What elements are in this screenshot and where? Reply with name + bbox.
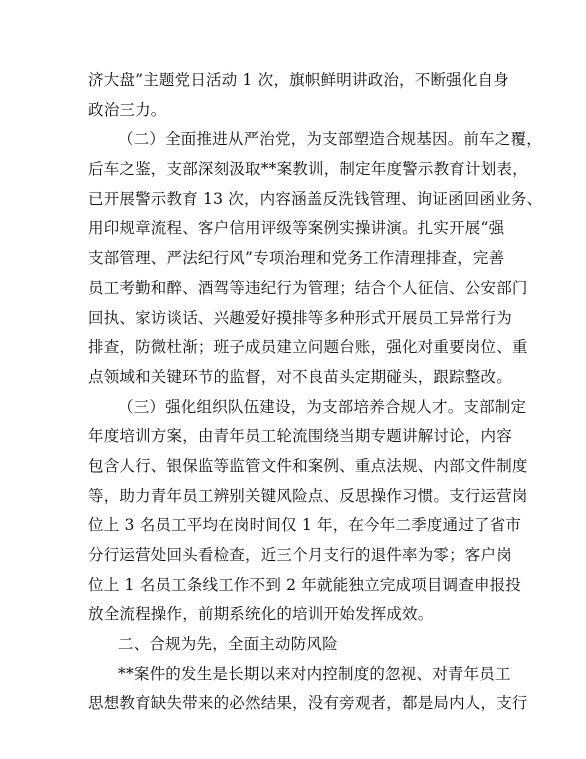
document-page (88, 66, 543, 719)
section-paragraph-start: （二）全面推进从严治党，为支部塑造合规基因。前车之覆， (118, 130, 542, 149)
text-line: 已开展警示教育 13 次，内容涵盖反洗钱管理、询证函回函业务、 (88, 189, 543, 208)
text-line: 用印规章流程、客户信用评级等案例实操讲演。扎实开展“强 (88, 219, 505, 238)
text-line: 等，助力青年员工辨别关键风险点、反思操作习惯。支行运营岗 (88, 486, 528, 505)
text-line: 位上 1 名员工条线工作不到 2 年就能独立完成项目调查申报投 (88, 575, 522, 594)
text-line: 包含人行、银保监等监管文件和案例、重点法规、内部文件制度 (88, 456, 528, 475)
text-line: 分行运营处回头看检查，近三个月支行的退件率为零；客户岗 (88, 546, 512, 564)
text-line: 排查，防微杜渐；班子成员建立问题台账，强化对重要岗位、重 (88, 338, 528, 357)
text-line: 济大盘”主题党日活动 1 次，旗帜鲜明讲政治，不断强化自身 (88, 71, 509, 89)
text-line: 员工考勤和醉、酒驾等违纪行为管理；结合个人征信、公安部门 (88, 278, 528, 297)
text-line: 位上 3 名员工平均在岗时间仅 1 年，在今年二季度通过了省市 (88, 516, 522, 535)
text-line: 年度培训方案，由青年员工轮流围绕当期专题讲解讨论，内容 (88, 427, 512, 446)
text-line: 放全流程操作，前期系统化的培训开始发挥成效。 (88, 605, 434, 624)
section-heading: 二、合规为先，全面主动防风险 (118, 635, 338, 654)
text-line: 政治三力。 (88, 100, 167, 119)
text-line: 点领域和关键环节的监督，对不良苗头定期碰头，跟踪整改。 (88, 367, 512, 386)
text-line: 支部管理、严法纪行风”专项治理和党务工作清理排查，完善 (88, 249, 505, 268)
text-line: 回执、家访谈话、兴趣爱好摸排等多种形式开展员工异常行为 (88, 308, 512, 327)
text-line: 后车之鉴，支部深刻汲取**案教训，制定年度警示教育计划表， (88, 160, 528, 179)
section-paragraph-start: （三）强化组织队伍建设，为支部培养合规人才。支部制定 (118, 397, 527, 416)
paragraph-start: **案件的发生是长期以来对内控制度的忽视、对青年员工 (118, 664, 511, 683)
text-line: 思想教育缺失带来的必然结果，没有旁观者，都是局内人，支行 (88, 694, 528, 713)
